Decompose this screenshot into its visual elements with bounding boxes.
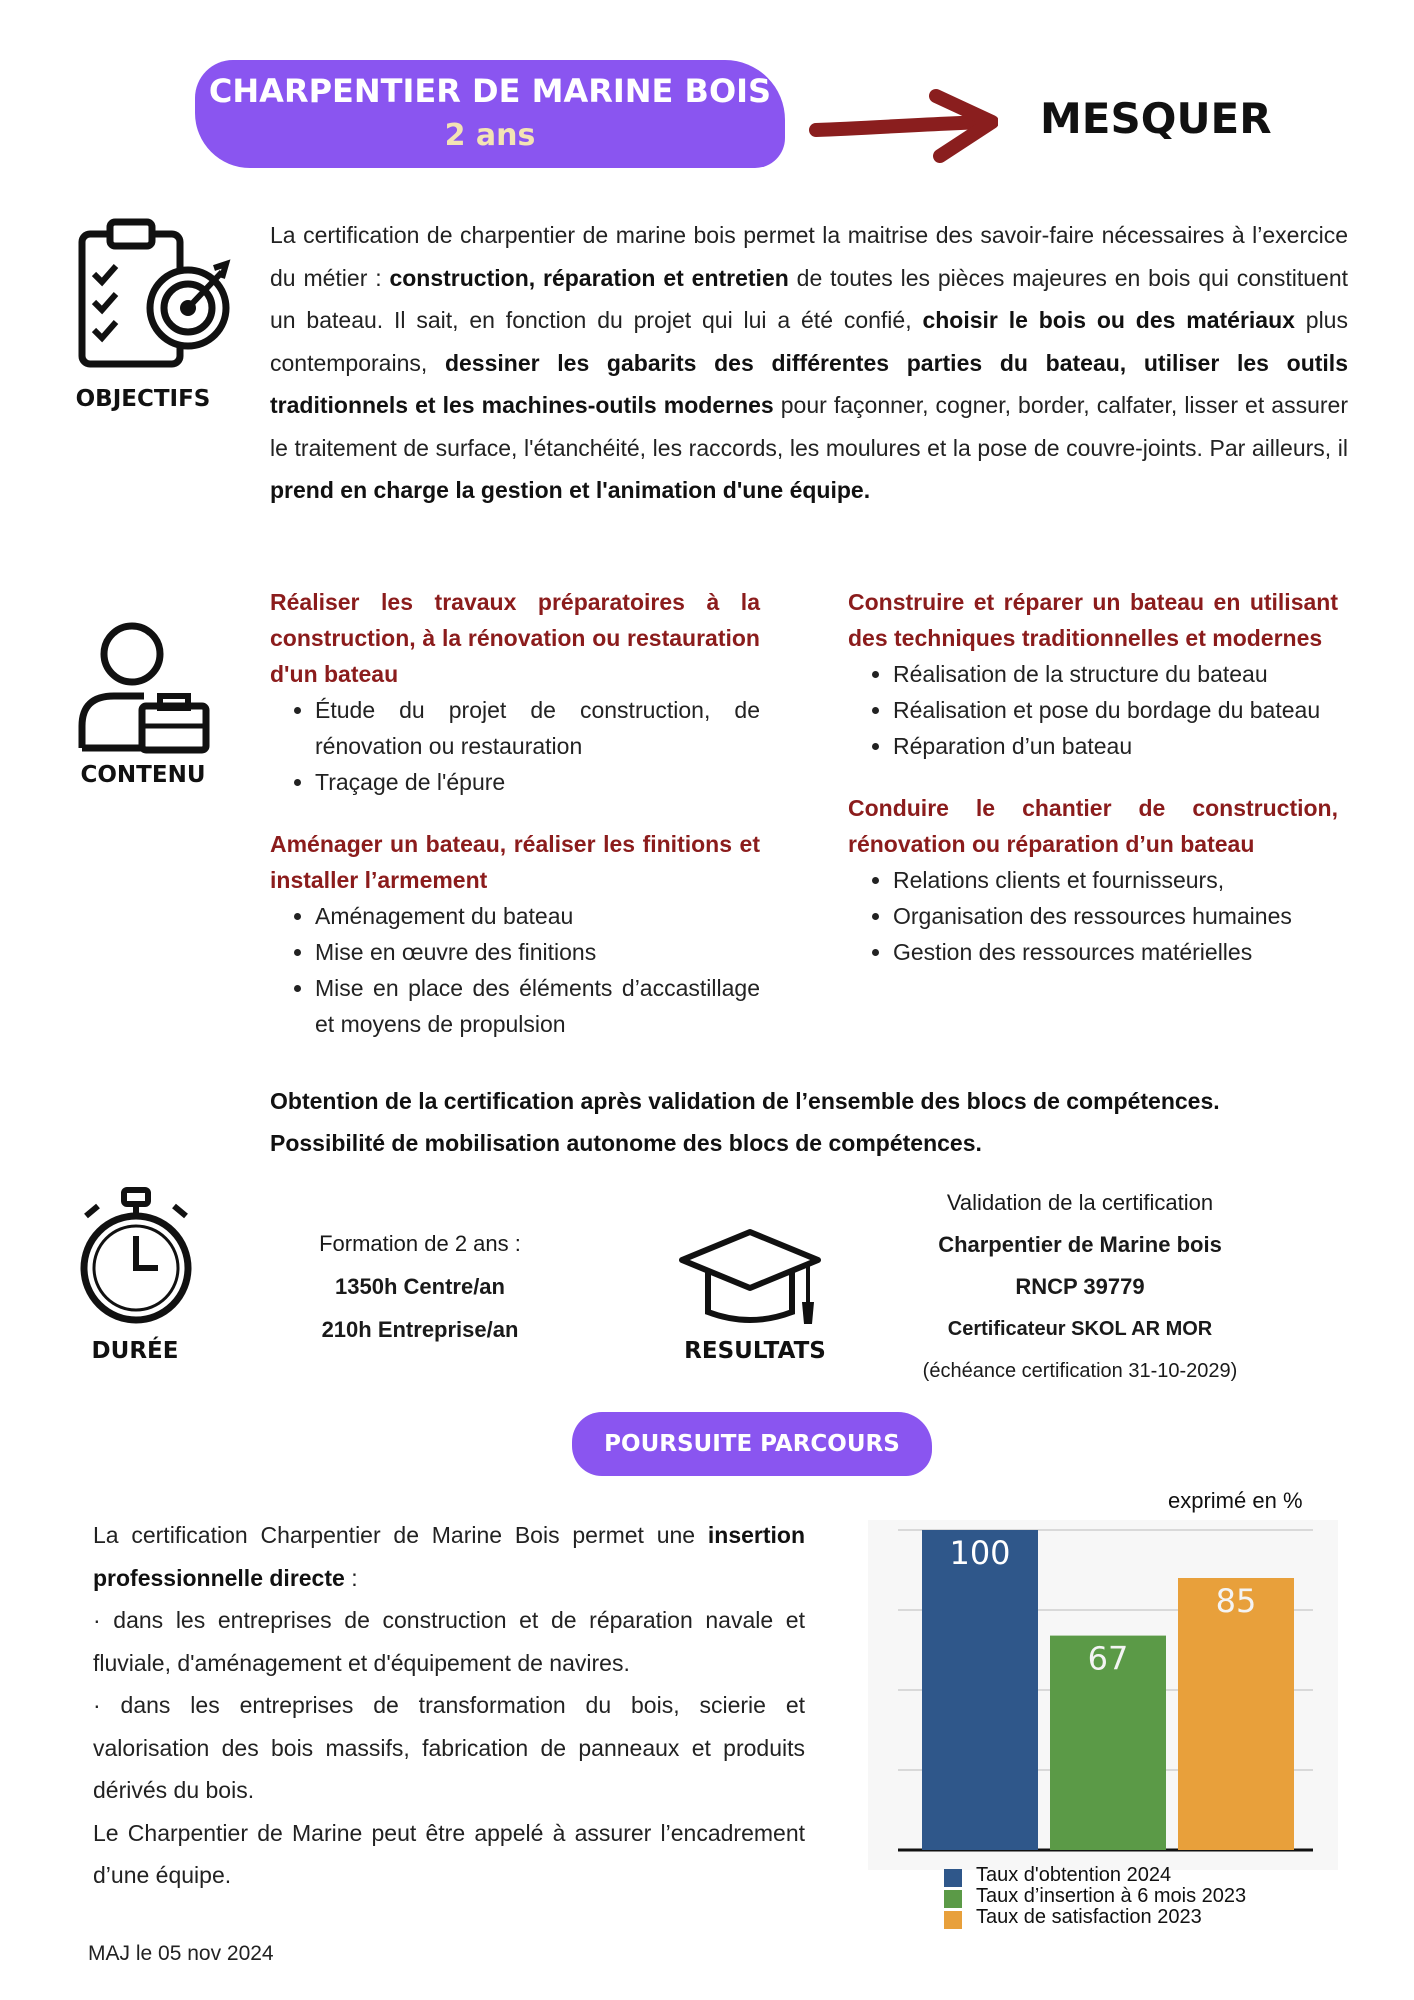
poursuite-text-1: La certification Charpentier de Marine Bois permet une xyxy=(93,1522,708,1548)
list-item: • Réparation d’un bateau xyxy=(893,728,1338,764)
competence-block xyxy=(848,584,1338,764)
poursuite-banner: POURSUITE PARCOURS xyxy=(572,1412,932,1476)
duree-entreprise: 210h Entreprise/an xyxy=(321,1317,519,1342)
contenu-left-column xyxy=(270,584,760,1060)
duree-line: Formation de 2 ans : xyxy=(319,1231,521,1256)
competence-heading: Aménager un bateau, réaliser les finitions et installer l’armement xyxy=(270,831,760,893)
objectifs-bold-4: prend en charge la gestion et l'animation d'une équipe. xyxy=(270,477,871,503)
chart-unit-note: exprimé en % xyxy=(1168,1488,1303,1513)
list-item: • Relations clients et fournisseurs, xyxy=(893,862,1338,898)
objectifs-bold-1: construction, réparation et entretien xyxy=(389,264,789,291)
title-banner xyxy=(195,60,785,168)
duration-subtitle: 2 ans xyxy=(444,118,536,153)
contenu-label: CONTENU xyxy=(80,762,206,788)
person-briefcase-icon xyxy=(74,618,214,758)
chart-bar xyxy=(922,1530,1038,1850)
competence-heading: Réaliser les travaux préparatoires à la construction, à la rénovation ou restauration d'un bateau xyxy=(270,589,760,687)
chart-data-label: 85 xyxy=(1215,1582,1257,1620)
resultats-title: Charpentier de Marine bois xyxy=(938,1232,1222,1257)
legend-swatch xyxy=(944,1869,962,1887)
list-item: • Mise en œuvre des finitions xyxy=(315,934,760,970)
list-item: • Réalisation et pose du bordage du bateau xyxy=(893,692,1338,728)
arrow-icon xyxy=(808,88,998,168)
legend-swatch xyxy=(944,1890,962,1908)
objectifs-text-3: plus contemporains, xyxy=(270,307,1348,376)
legend-label: Taux de satisfaction 2023 xyxy=(976,1906,1202,1928)
resultats-label: RESULTATS xyxy=(684,1338,826,1364)
city-name: MESQUER xyxy=(1040,94,1272,143)
objectifs-text-4: pour façonner, cogner, border, calfater, lisser et assurer le traitement de surface, l'étanchéité, les raccords, les moulures et la pose de couvre-joints. Par ailleurs, il xyxy=(270,392,1348,461)
objectifs-paragraph xyxy=(270,214,1348,512)
contenu-right-column xyxy=(848,584,1338,988)
poursuite-text-2: Le Charpentier de Marine peut être appelé à assurer l’encadrement d’une équipe. xyxy=(93,1819,805,1888)
objectifs-bold-3: dessiner les gabarits des différentes parties du bateau, utiliser les outils traditionnels et les machines-outils modernes xyxy=(270,349,1348,418)
legend-label: Taux d’insertion à 6 mois 2023 xyxy=(976,1885,1247,1907)
legend-swatch xyxy=(944,1911,962,1929)
stopwatch-icon xyxy=(76,1186,196,1326)
poursuite-paragraph xyxy=(93,1514,805,1897)
competence-block xyxy=(270,826,760,1042)
objectifs-text-1: La certification de charpentier de marine bois permet la maitrise des savoir-faire nécessaires à l’exercice du métier : xyxy=(270,222,1348,291)
duree-details xyxy=(270,1222,570,1351)
certification-note xyxy=(270,1080,1370,1164)
update-date: MAJ le 05 nov 2024 xyxy=(88,1942,274,1965)
resultats-certificateur: Certificateur SKOL AR MOR xyxy=(947,1318,1213,1340)
poursuite-item-1: · dans les entreprises de construction et de réparation navale et fluviale, d'aménagement et d'équipement de navires. xyxy=(93,1607,805,1676)
resultats-validation: Validation de la certification xyxy=(946,1190,1214,1215)
poursuite-item-2: · dans les entreprises de transformation du bois, scierie et valorisation des bois massifs, fabrication de panneaux et produits dérivés du bois. xyxy=(93,1692,805,1803)
list-item: • Réalisation de la structure du bateau xyxy=(893,656,1338,692)
certification-note-2: Possibilité de mobilisation autonome des blocs de compétences. xyxy=(270,1130,982,1156)
list-item: • Mise en place des éléments d’accastillage et moyens de propulsion xyxy=(315,970,760,1042)
list-item: • Aménagement du bateau xyxy=(315,898,760,934)
poursuite-bold-1: insertion professionnelle directe xyxy=(93,1522,805,1591)
graduation-cap-icon xyxy=(676,1224,826,1334)
resultats-details xyxy=(880,1182,1280,1392)
chart-data-label: 100 xyxy=(949,1534,1011,1572)
list-item: • Gestion des ressources matérielles xyxy=(893,934,1338,970)
list-item: • Traçage de l'épure xyxy=(315,764,760,800)
competence-heading: Conduire le chantier de construction, rénovation ou réparation d’un bateau xyxy=(848,795,1338,857)
checklist-target-icon xyxy=(72,212,232,372)
legend-label: Taux d'obtention 2024 xyxy=(976,1864,1172,1886)
objectifs-bold-2: choisir le bois ou des matériaux xyxy=(922,307,1295,333)
objectifs-text-2: de toutes les pièces majeures en bois qui constituent un bateau. Il sait, en fonction du projet qui lui a été confié, xyxy=(270,264,1348,333)
certification-note-1: Obtention de la certification après validation de l’ensemble des blocs de compétences. xyxy=(270,1088,1220,1114)
resultats-rncp: RNCP 39779 xyxy=(1015,1274,1145,1299)
poursuite-text-1-end: : xyxy=(344,1564,358,1591)
competence-block xyxy=(848,790,1338,970)
competence-heading: Construire et réparer un bateau en utilisant des techniques traditionnelles et modernes xyxy=(848,589,1338,651)
page-title: CHARPENTIER DE MARINE BOIS xyxy=(208,72,772,110)
chart-data-label: 67 xyxy=(1087,1639,1129,1678)
resultats-echeance: (échéance certification 31-10-2029) xyxy=(922,1360,1238,1382)
list-item: • Organisation des ressources humaines xyxy=(893,898,1338,934)
competence-block xyxy=(270,584,760,800)
list-item: • Étude du projet de construction, de rénovation ou restauration xyxy=(315,692,760,764)
objectifs-label: OBJECTIFS xyxy=(75,386,211,412)
duree-label: DURÉE xyxy=(91,1338,179,1364)
duree-centre: 1350h Centre/an xyxy=(335,1274,505,1299)
